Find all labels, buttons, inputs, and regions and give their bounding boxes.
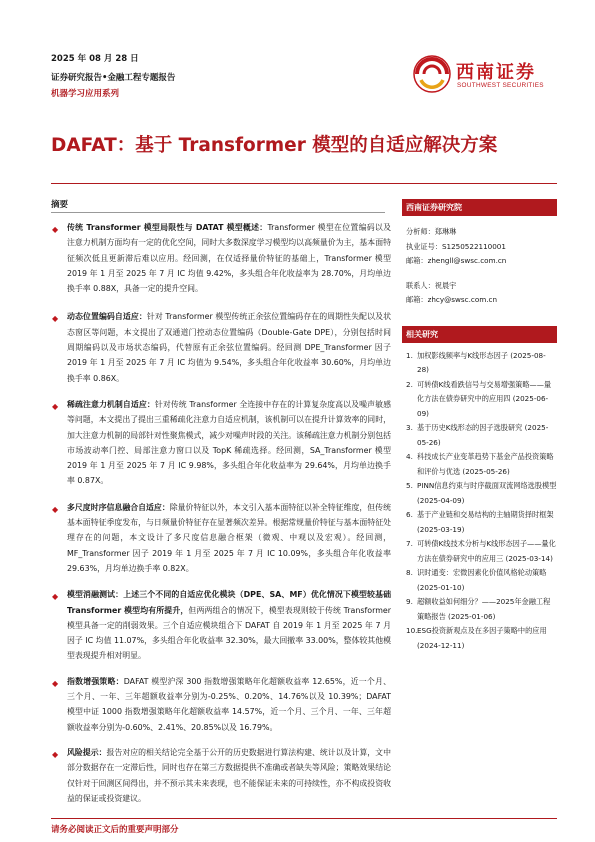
paragraph-text: 针对传统 Transformer 全连接中存在的计算复杂度高以及噪声敏感等问题，本文提出了提出三重稀疏化注意力自适应机制，该机制可以在提升计算效率的同时，加大注意力机制的局部针对性聚焦模式，减少对噪声时段的关注。该稀疏注意力机制分别包括市场波动率门控、局部注意力窗口以及 TopK 稀疏选择。经回测，SA_Transformer 模型 2019 年 1 月至 2025 年 7 月 IC 9.98%，多头组合年化收益率为 29.64%，月均单边换手率 0.87X。: [67, 399, 391, 486]
sidebar: [402, 199, 557, 653]
bullet-icon: ◆: [52, 401, 59, 411]
paragraph-lead: 传统 Transformer 模型局限性与 DATAT 模型概述：: [67, 223, 268, 232]
related-item[interactable]: [406, 479, 557, 508]
related-item[interactable]: [406, 624, 557, 653]
paragraph-text: Transformer 模型在位置编码以及注意力机制方面均有一定的优化空间，同时大多数深度学习模型均以高频量价为主，基本面特征频次低且更新滞后难以应用。经回测，在仅适择量价特征的基础上，Transformer 模型 2019 年 1 月至 2025 年 7 月 IC 均值 9.42%，多头组合年化收益率为 28.70%，月均单边换手率 0.88X，具备一定的提升空间。: [67, 223, 392, 294]
paragraph-lead: 多尺度时序信息融合自适应：: [67, 502, 170, 512]
related-item-num: 3.: [406, 423, 413, 433]
related-item-text: 识时通变：宏微因素化价值风格轮动策略 (2025-01-10): [417, 568, 547, 592]
related-item-text: 科技成长产业变革趋势下基金产品投资策略和评价与优选 (2025-05-26): [417, 452, 554, 476]
related-item-text: 加权影线频率与K线形态因子 (2025-08-28): [417, 350, 546, 375]
analyst-license: 执业证号：S1250522110001: [406, 241, 506, 251]
abstract-body: [51, 220, 391, 806]
contact-name: 联系人：祝晨宇: [406, 280, 457, 290]
related-item-text: 基于历史K线形态的因子选股研究 (2025-05-26): [417, 423, 549, 447]
paragraph-lead: 风险提示：: [67, 747, 107, 757]
related-item[interactable]: [406, 537, 557, 566]
paragraph-lead: 模型消融测试：上述三个不同的自适应优化模块（DPE、SA、MF）优化情况下模型较基础 Transformer 模型均有所提升，: [67, 590, 391, 615]
paragraph-text: 针对 Transformer 模型传统正余弦位置编码存在的周期性失配以及状态窗区等问题，本文提出了双通道门控动态位置编码（Double-Gate DPE），分别包括时间周期编码以及市场状态编码，代替原有正余弦位置编码。经回测 DPE_Transformer 因子 2019 年 1 月至 2025 年 7 月 IC 均值为 9.54%，多头组合年化收益率 30.60%，月均单边换手率 0.86X。: [67, 312, 391, 383]
related-item-num: 2.: [406, 379, 413, 389]
logo-emblem-icon: [412, 54, 452, 94]
paragraph-text: 除量价特征以外，本文引入基本面特征以补全特征维度，但传统基本面特征季度发布，与日频量价特征存在显著频次差异。根据常规量价特征与基本面特征处理存在的问题，本文设计了多尺度信息融合框架（微观、中观以及宏观）。经回测，MF_Transformer 因子 2019 年 1 月至 2025 年 7 月 IC 10.09%，多头组合年化收益率 29.63%，月均单边换手率 0.82X。: [67, 502, 391, 573]
related-item-text: 超额收益如何细分？——2025年金融工程策略报告 (2025-01-06): [417, 597, 551, 621]
abstract-paragraph: [51, 397, 391, 489]
related-list: [402, 343, 557, 654]
related-item-text: 可转债K线看跌信号与交易增强策略——量化方法在债券研究中的应用四 (2025-06-09): [417, 379, 552, 418]
bullet-icon: ◆: [52, 225, 59, 234]
footer-disclaimer: 请务必阅读正文后的重要声明部分: [51, 825, 179, 835]
report-date: 2025 年 08 月 28 日: [51, 54, 139, 64]
paragraph-text: 但两两组合的情况下，模型表现则较于传统 Transformer 模型具备一定的削弱效果。三个自适应模块组合下 DAFAT 自 2019 年 1 月至 2025 年 7 月因子 IC 均值 11.07%，多头组合年化收益率 32.30%，最大回撤率 33.00%，整体较其他模型表现提升相对明显。: [67, 605, 391, 661]
report-type: 证券研究报告•金融工程专题报告: [51, 73, 176, 83]
related-item-num: 1.: [406, 350, 413, 360]
abstract-paragraph: [51, 220, 391, 296]
analyst-email[interactable]: 邮箱：zhengll@swsc.com.cn: [406, 256, 507, 266]
title-divider: [51, 183, 557, 184]
related-item[interactable]: [406, 595, 557, 624]
related-item-num: 6.: [406, 510, 413, 520]
related-heading: 相关研究: [402, 326, 557, 343]
related-item[interactable]: [406, 378, 557, 422]
abstract-paragraph: [51, 587, 391, 663]
footer-divider: [51, 818, 557, 819]
abstract-paragraph: [51, 745, 391, 806]
related-item[interactable]: [406, 566, 557, 595]
related-item[interactable]: [406, 421, 557, 450]
related-item[interactable]: [406, 508, 557, 537]
abstract-divider: [51, 212, 385, 213]
abstract-paragraph: [51, 500, 391, 576]
paragraph-text: DAFAT 模型沪深 300 指数增强策略年化超额收益率 12.65%，近一个月、三个月、一年、三年超额收益率分别为-0.25%、0.20%、14.76%以及 10.39%；DAFAT 模型中证 1000 指数增强策略年化超额收益率 14.57%，近一个月、三个月、一年、三年超额收益率分别为-0.60%、2.41%、20.85%以及 16.79%。: [67, 676, 391, 732]
related-item-num: 4.: [406, 452, 413, 462]
logo-text-cn: 西南证券: [456, 62, 536, 83]
related-item-num: 7.: [406, 539, 413, 549]
abstract-paragraph: [51, 309, 391, 385]
paragraph-text: 报告对应的相关结论完全基于公开的历史数据进行算法构建、统计以及计算，文中部分数据存在一定滞后性，同时也存在第三方数据提供不准确或者缺失等风险；策略效果结论仅针对于回测区间得出，并不预示其未来表现，也不能保证未来的可持续性，亦不构成投资收益的保证或投资建议。: [67, 747, 391, 803]
bullet-icon: ◆: [52, 749, 59, 759]
related-item-num: 8.: [406, 568, 413, 578]
contact-email[interactable]: 邮箱：zhcy@swsc.com.cn: [406, 295, 498, 305]
paragraph-lead: 指数增强策略：: [67, 676, 124, 686]
abstract-paragraph: [51, 674, 391, 735]
page-title: DAFAT：基于 Transformer 模型的自适应解决方案: [51, 135, 498, 156]
paragraph-lead: 动态位置编码自适应：: [67, 312, 147, 322]
bullet-icon: ◆: [52, 504, 59, 514]
analyst-name: 分析师：郑琳琳: [406, 227, 457, 236]
logo-text-en: SOUTHWEST SECURITIES: [457, 82, 544, 89]
related-item-text: 可转债K线技术分析与K线形态因子——量化方法在债券研究中的应用三 (2025-03-14): [417, 539, 556, 563]
related-item-num: 10.: [406, 626, 418, 636]
related-item-text: PINN信息约束与时序截面双流网络选股模型 (2025-04-09): [417, 481, 557, 505]
related-item-num: 9.: [406, 597, 413, 607]
paragraph-lead: 稀疏注意力机制自适应：: [67, 399, 155, 409]
bullet-icon: ◆: [52, 314, 59, 324]
bullet-icon: ◆: [52, 592, 59, 602]
related-item-text: ESG投资新观点及在多因子策略中的应用 (2024-12-11): [417, 626, 547, 650]
related-item[interactable]: [406, 450, 557, 479]
company-logo: [412, 54, 562, 98]
abstract-heading: 摘要: [51, 200, 69, 210]
report-series: 机器学习应用系列: [51, 89, 120, 99]
analyst-info: [402, 216, 557, 308]
related-item[interactable]: [406, 349, 557, 378]
bullet-icon: ◆: [52, 678, 59, 688]
related-item-num: 5.: [406, 481, 413, 491]
related-item-text: 基于产业链和交易结构的主轴期货择时框架 (2025-03-19): [417, 510, 554, 534]
institute-heading: 西南证券研究院: [402, 199, 557, 216]
